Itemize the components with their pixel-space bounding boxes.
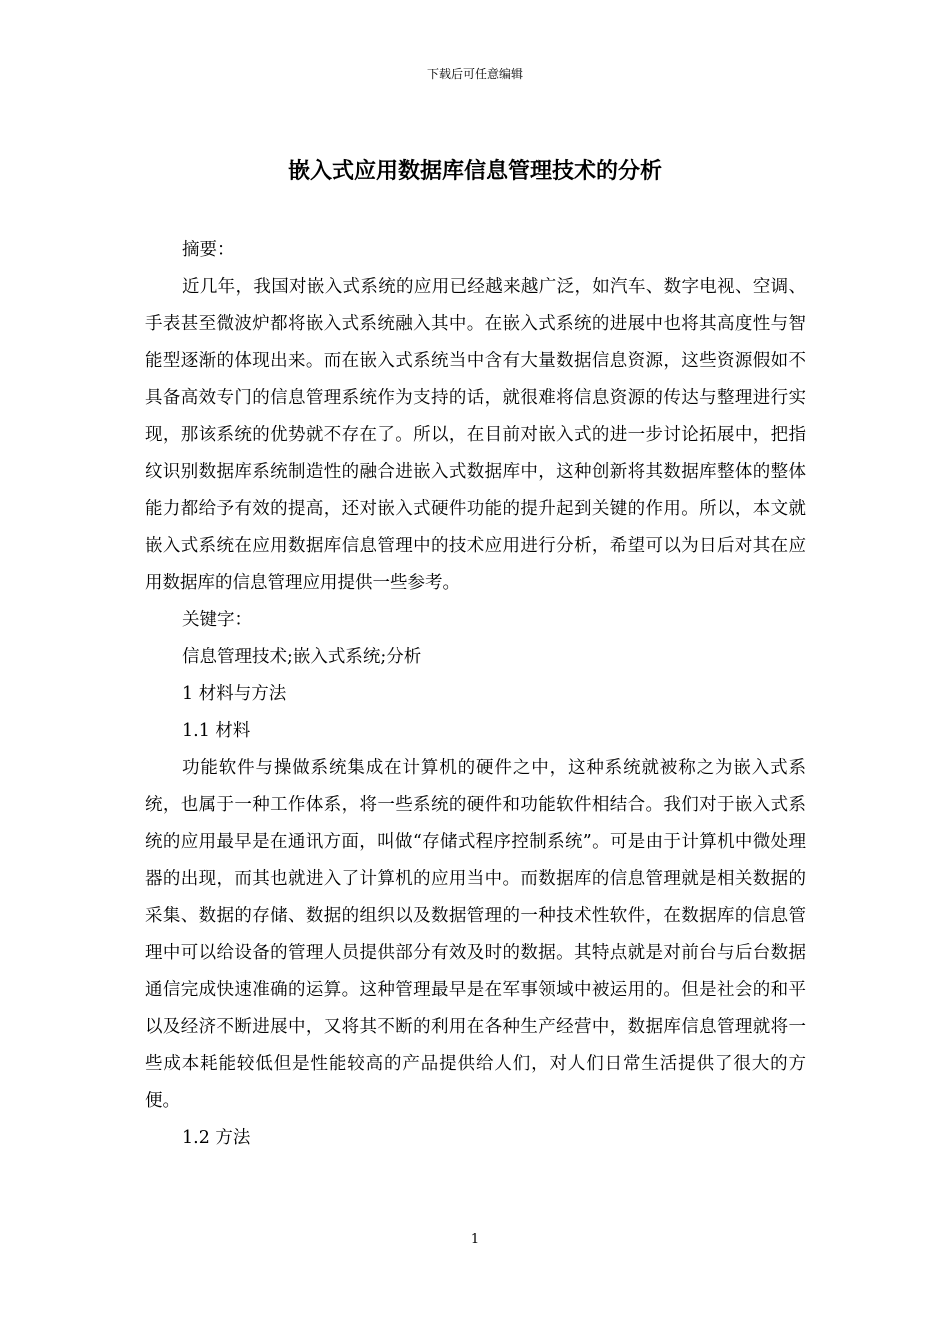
subsection-heading-materials: 1.1 材料 [182,721,251,741]
abstract-heading: 摘要： [182,240,235,260]
document-body [145,232,806,1157]
materials-paragraph: 功能软件与操做系统集成在计算机的硬件之中，这种系统就被称之为嵌入式系统，也属于一种工作体系，将一些系统的硬件和功能软件相结合。我们对于嵌入式系统的应用最早是在通讯方面，叫做“存储式程序控制系统”。可是由于计算机中微处理器的出现，而其也就进入了计算机的应用当中。而数据库的信息管理就是相关数据的采集、数据的存储、数据的组织以及数据管理的一种技术性软件，在数据库的信息管理中可以给设备的管理人员提供部分有效及时的数据。其特点就是对前台与后台数据通信完成快速准确的运算。这种管理最早是在军事领域中被运用的。但是社会的和平以及经济不断进展中，又将其不断的利用在各种生产经营中，数据库信息管理就将一些成本耗能较低但是性能较高的产品提供给人们，对人们日常生活提供了很大的方便。 [145,758,806,1111]
page-number: 1 [470,1232,480,1247]
keywords-list: 信息管理技术;嵌入式系统;分析 [182,647,422,667]
section-heading-materials-methods: 1 材料与方法 [182,684,287,704]
page-header-note: 下载后可任意编辑 [426,67,523,81]
document-title: 嵌入式应用数据库信息管理技术的分析 [287,159,662,184]
subsection-heading-methods: 1.2 方法 [182,1128,251,1148]
keywords-heading: 关键字： [182,610,252,630]
abstract-paragraph: 近几年，我国对嵌入式系统的应用已经越来越广泛，如汽车、数字电视、空调、手表甚至微波炉都将嵌入式系统融入其中。在嵌入式系统的进展中也将其高度性与智能型逐渐的体现出来。而在嵌入式系统当中含有大量数据信息资源，这些资源假如不具备高效专门的信息管理系统作为支持的话，就很难将信息资源的传达与整理进行实现，那该系统的优势就不存在了。所以，在目前对嵌入式的进一步讨论拓展中，把指纹识别数据库系统制造性的融合进嵌入式数据库中，这种创新将其数据库整体的整体能力都给予有效的提高，还对嵌入式硬件功能的提升起到关键的作用。所以，本文就嵌入式系统在应用数据库信息管理中的技术应用进行分析，希望可以为日后对其在应用数据库的信息管理应用提供一些参考。 [145,277,806,593]
